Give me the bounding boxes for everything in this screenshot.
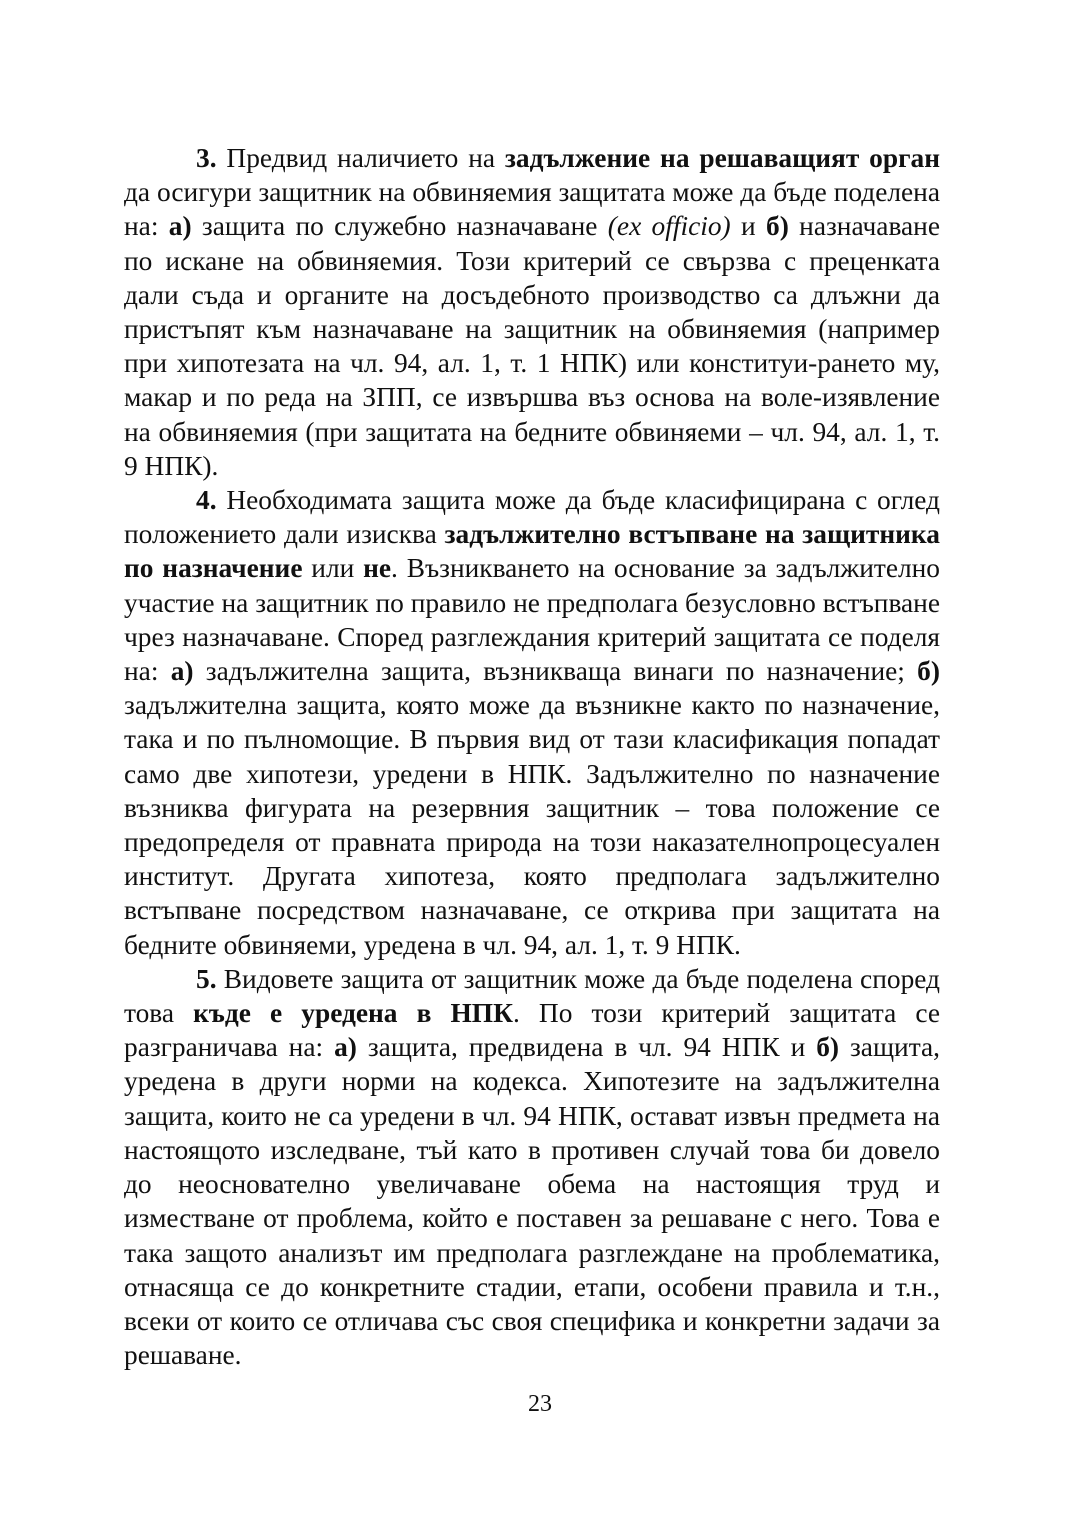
text-run: да осигури защитник на обвиняемия защитата може да бъде поделена на:: [124, 177, 940, 242]
text-run: задължителна защита, която може да възникне както по назначение, така и по пълномощие. В първия вид от тази класификация попадат само две хипотези, уредени в НПК. Задължително по назначение възниква фигурата на резервния защитник – това положение се предопределя от правната природа на този наказателнопроцесуален институт. Другата хипотеза, която предполага задължително встъпване посредством назначаване, се открива при защитата на бедните обвиняеми, уредена в чл. 94, ал. 1, т. 9 НПК.: [124, 690, 940, 960]
text-run: задължителна защита, възникваща винаги по назначение;: [193, 656, 918, 687]
list-marker: а): [334, 1032, 357, 1063]
bold-phrase: задължително встъпване на защитника по назначение: [124, 519, 940, 584]
list-marker: б): [766, 211, 789, 242]
text-run: Необходимата защита може да бъде класифицирана с оглед положението дали изисква: [124, 485, 940, 550]
list-marker: б): [816, 1032, 840, 1063]
list-marker: а): [168, 211, 192, 242]
text-run: Предвид наличието на: [216, 143, 505, 173]
text-run: защита по служебно назначаване: [191, 211, 608, 242]
text-run: . Възникването на основание за задължително участие на защитник по правило не предполага безусловно встъпване чрез назначаване. Според разглеждания критерий защитата се поделя на:: [124, 553, 941, 687]
body-text: [124, 141, 940, 1372]
text-run: защита, предвидена в чл. 94 НПК и: [356, 1032, 817, 1063]
text-run: . По този критерий защитата се разграничава на:: [124, 998, 940, 1063]
list-marker: б): [917, 656, 940, 687]
page-number: 23: [528, 1391, 552, 1417]
item-number: 5.: [196, 963, 217, 994]
text-run: и: [730, 211, 766, 242]
item-number: 3.: [196, 143, 217, 173]
item-number: 4.: [196, 485, 217, 516]
list-marker: а): [170, 656, 194, 687]
text-run: Видовете защита от защитник може да бъде поделена според това: [124, 963, 940, 1029]
text-run: назначаване по искане на обвиняемия. Този критерий се свързва с преценката дали съда и органите на досъдебното производство са длъжни да пристъпят към назначаване на защитник на обвиняемия (например при хипотезата на чл. 94, ал. 1, т. 1 НПК) или конституи-рането му, макар и по реда на ЗПП, се извършва въз основа на воле-изявление на обвиняемия (при защитата на бедните обвиняеми – чл. 94, ал. 1, т. 9 НПК).: [124, 211, 940, 481]
paragraph-5: [124, 962, 940, 1372]
bold-phrase: не: [363, 553, 392, 584]
bold-phrase: задължение на решаващият орган: [504, 143, 940, 173]
paragraph-3: [124, 141, 940, 483]
bold-phrase: къде е уредена в НПК: [193, 998, 513, 1029]
text-run: защита, уредена в други норми на кодекса. Хипотезите на задължителна защита, които не са уредени в чл. 94 НПК, остават извън предмета на настоящото изследване, тъй като в противен случай това би довело до неоснователно увеличаване обема на настоящия труд и изместване от проблема, който е поставен за решаване с него. Това е така защото анализът им предполага разглеждане на проблематика, отнасяща се до конкретните стадии, етапи, особени правила и т.н., всеки от които се отличава със своя специфика и конкретни задачи за решаване.: [124, 1032, 940, 1371]
paragraph-4: [124, 483, 940, 962]
italic-phrase: (ex officio): [607, 211, 731, 242]
text-run: или: [302, 553, 364, 584]
